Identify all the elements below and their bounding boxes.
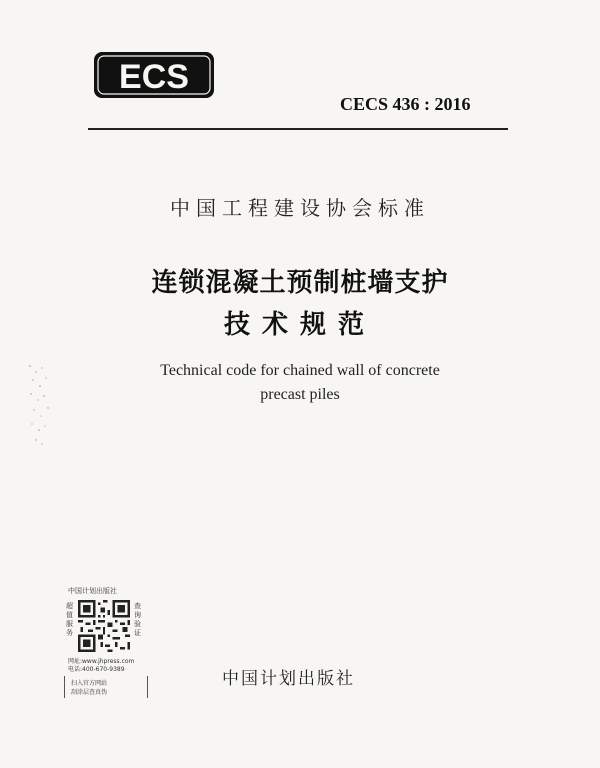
sticker-phone: 电话:400-670-9389 [68, 666, 125, 673]
scan-speckle [22, 360, 62, 450]
sticker-url: 网址:www.jhpress.com [68, 658, 135, 665]
sticker-note-2: 刮涂层查真伪 [71, 689, 108, 696]
anti-counterfeit-sticker [62, 580, 150, 704]
sticker-head: 中国计划出版社 [68, 587, 117, 595]
header-divider [88, 128, 508, 130]
qr-code-icon[interactable] [78, 600, 130, 652]
english-title-line-1: Technical code for chained wall of concrete [160, 362, 440, 379]
ecs-logo [92, 46, 216, 106]
publisher-name: 中国计划出版社 [222, 669, 355, 689]
sticker-note-box [64, 676, 148, 698]
sticker-side-right: 查询验证 [134, 602, 141, 637]
sticker-note-1: 扫入官方网站 [71, 680, 108, 687]
logo-text: ECS [119, 58, 189, 96]
english-title-line-2: precast piles [260, 386, 340, 403]
org-standard-label: 中国工程建设协会标准 [170, 196, 430, 220]
title-line-2: 技术规范 [223, 310, 376, 340]
sticker-side-left: 超值服务 [66, 602, 73, 637]
title-line-1: 连锁混凝土预制桩墙支护 [151, 268, 449, 298]
standard-code: CECS 436 : 2016 [340, 94, 471, 114]
